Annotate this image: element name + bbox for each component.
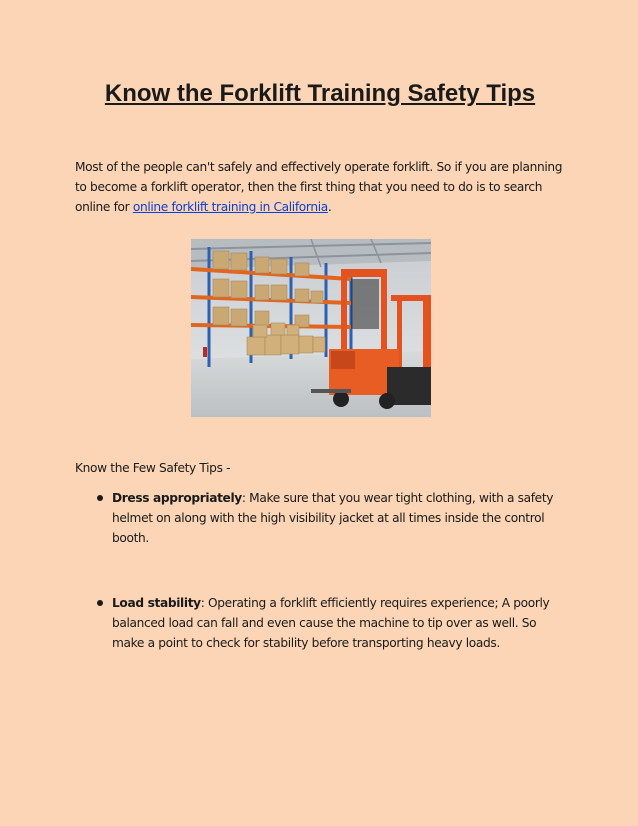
intro-text: Most of the people can't safely and effectively operate forklift. So if you are planning to become a forklift operator, then the first thing that you need to do is to search online for xyxy=(75,160,563,214)
document-title: Know the Forklift Training Safety Tips xyxy=(104,80,536,107)
tips-heading: Know the Few Safety Tips - xyxy=(75,461,231,475)
tip-description: : Make sure that you wear tight clothing, with a safety helmet on along with the high visibility jacket at all times inside the control booth. xyxy=(112,491,554,545)
tip-text xyxy=(112,593,565,653)
bullet-icon xyxy=(97,600,103,606)
warehouse-forklift-photo xyxy=(191,239,431,417)
tip-description: : Operating a forklift efficiently requires experience; A poorly balanced load can fall and even cause the machine to tip over as well. So make a point to check for stability before transporting heavy loads. xyxy=(112,596,550,650)
bullet-icon xyxy=(97,495,103,501)
intro-paragraph xyxy=(75,157,565,217)
training-link[interactable]: online forklift training in California xyxy=(132,200,328,214)
list-item xyxy=(75,593,565,653)
intro-text-end: . xyxy=(327,200,332,214)
tip-term: Dress appropriately xyxy=(112,491,242,505)
tip-term: Load stability xyxy=(112,596,201,610)
tip-text xyxy=(112,488,565,548)
list-item xyxy=(75,488,565,548)
